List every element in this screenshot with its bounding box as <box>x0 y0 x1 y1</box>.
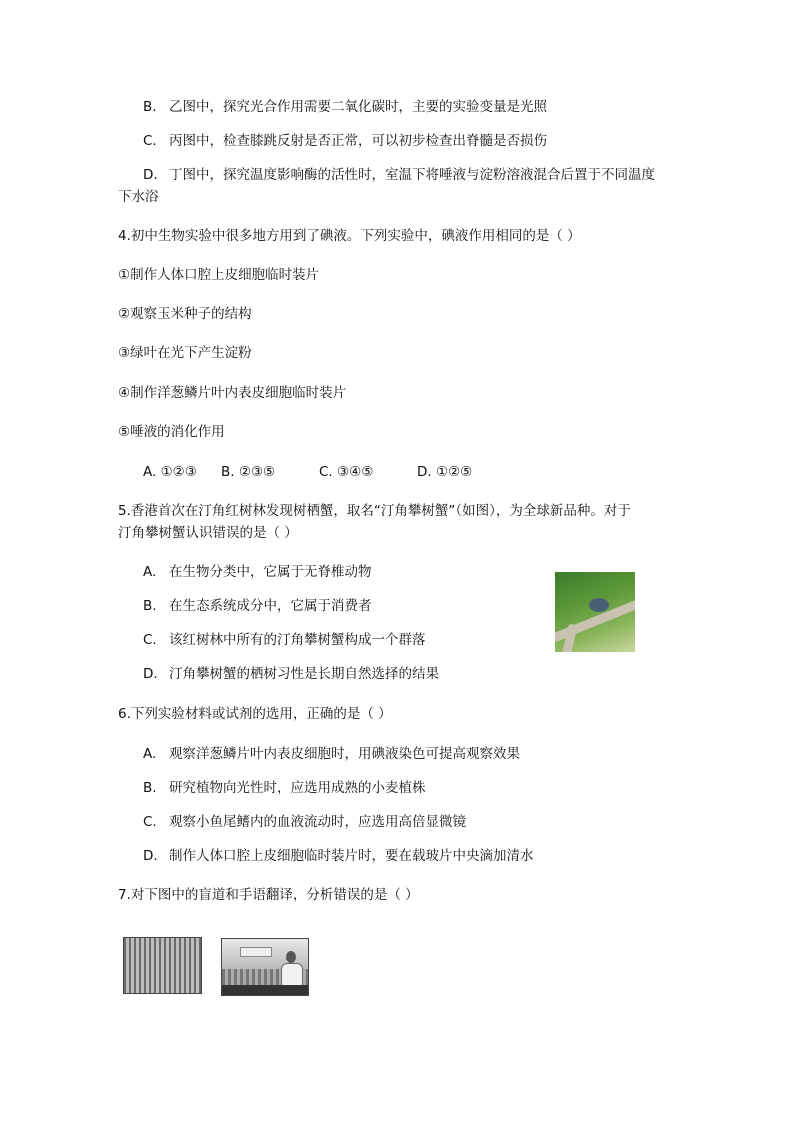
q5-stem-line2: 汀角攀树蟹认识错误的是（ ） <box>118 525 298 541</box>
q4-answer-b: B. ②③⑤ <box>221 464 276 480</box>
option-letter: C. <box>143 133 157 149</box>
option-letter: A. <box>143 564 157 580</box>
banner-shape <box>240 947 272 957</box>
caption-bar-shape <box>222 985 308 995</box>
q4-item-2: ②观察玉米种子的结构 <box>118 306 252 322</box>
option-text: 研究植物向光性时，应选用成熟的小麦植株 <box>169 780 426 796</box>
q4-stem: 4.初中生物实验中很多地方用到了碘液。下列实验中，碘液作用相同的是（ ） <box>118 228 581 244</box>
q7-stem: 7.对下图中的盲道和手语翻译，分析错误的是（ ） <box>118 887 419 903</box>
option-text: 乙图中，探究光合作用需要二氧化碳时，主要的实验变量是光照 <box>169 99 547 115</box>
interpreter-figure <box>280 951 302 987</box>
option-letter: D. <box>143 666 158 682</box>
q4-answer-c: C. ③④⑤ <box>319 464 374 480</box>
option-letter: D. <box>143 167 158 183</box>
option-text: 观察洋葱鳞片叶内表皮细胞时，用碘液染色可提高观察效果 <box>169 746 520 762</box>
q5-option-b <box>143 597 372 615</box>
head-shape <box>286 951 296 963</box>
option-text: 汀角攀树蟹的栖树习性是长期自然选择的结果 <box>169 666 439 682</box>
option-letter: D. <box>143 848 158 864</box>
q6-option-d <box>143 847 534 865</box>
q5-option-a <box>143 563 372 581</box>
option-letter: B. <box>143 99 157 115</box>
option-text: 该红树林中所有的汀角攀树蟹构成一个群落 <box>169 632 426 648</box>
sign-language-photo <box>221 938 309 996</box>
q4-answer-row <box>143 463 472 481</box>
option-text: 制作人体口腔上皮细胞临时装片时，要在载玻片中央滴加清水 <box>169 848 534 864</box>
option-letter: C. <box>143 632 157 648</box>
option-letter: A. <box>143 746 157 762</box>
q6-option-a <box>143 745 520 763</box>
q4-answer-d: D. ①②⑤ <box>417 464 473 480</box>
q4-item-3: ③绿叶在光下产生淀粉 <box>118 345 252 361</box>
option-letter: B. <box>143 598 157 614</box>
q4-item-1: ①制作人体口腔上皮细胞临时装片 <box>118 267 320 283</box>
q3-option-b <box>143 98 547 116</box>
q5-stem-line1: 5.香港首次在汀角红树林发现树栖蟹，取名“汀角攀树蟹”（如图），为全球新品种。对于 <box>118 503 631 519</box>
q5-option-d <box>143 665 439 683</box>
q3-option-d <box>143 166 655 184</box>
tactile-paving-photo <box>123 937 202 994</box>
option-letter: B. <box>143 780 157 796</box>
q6-option-c <box>143 813 466 831</box>
q3-option-c <box>143 132 547 150</box>
q4-item-4: ④制作洋葱鳞片叶内表皮细胞临时装片 <box>118 385 347 401</box>
option-text: 在生态系统成分中，它属于消费者 <box>169 598 372 614</box>
crab-shape <box>589 598 609 612</box>
tree-crab-photo <box>555 572 635 652</box>
q6-option-b <box>143 779 426 797</box>
option-letter: C. <box>143 814 157 830</box>
option-text: 丙图中，检查膝跳反射是否正常，可以初步检查出脊髓是否损伤 <box>169 133 547 149</box>
option-text: 在生物分类中，它属于无脊椎动物 <box>169 564 372 580</box>
q3-option-d-continuation: 下水浴 <box>118 189 159 205</box>
q4-answer-a: A. ①②③ <box>143 464 197 480</box>
option-text: 丁图中，探究温度影响酶的活性时，室温下将唾液与淀粉溶液混合后置于不同温度 <box>169 167 655 183</box>
option-text: 观察小鱼尾鳍内的血液流动时，应选用高倍显微镜 <box>169 814 466 830</box>
q5-option-c <box>143 631 426 649</box>
q4-item-5: ⑤唾液的消化作用 <box>118 424 225 440</box>
q6-stem: 6.下列实验材料或试剂的选用，正确的是（ ） <box>118 706 392 722</box>
